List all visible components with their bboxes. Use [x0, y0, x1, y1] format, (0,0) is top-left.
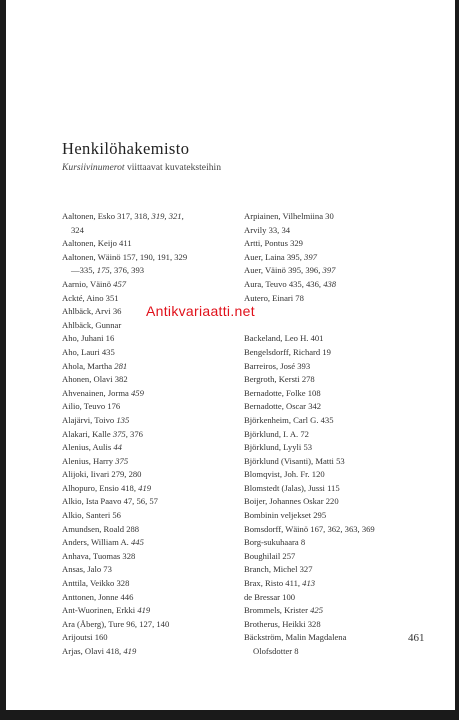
index-left-entry: Aaltonen, Esko 317, 318, 319, 321,	[62, 211, 184, 221]
index-left-entry: Ahlbäck, Arvi 36	[62, 306, 122, 317]
index-right-spacer	[244, 319, 444, 333]
index-left-entry: Ahola, Martha 281	[62, 360, 128, 371]
index-right-entry: Bernadotte, Folke 108	[244, 387, 321, 398]
index-left-entry: —335, 175, 376, 393	[71, 265, 145, 276]
index-left-entry: Ahonen, Olavi 382	[62, 374, 128, 385]
index-left-entry: Ant-Wuorinen, Erkki 419	[62, 605, 151, 616]
index-left-entry: 324	[71, 224, 84, 235]
index-right-entry: Brommels, Krister 425	[244, 605, 324, 616]
index-left-entry: Ansas, Jalo 73	[62, 564, 112, 575]
index-right-entry: Arpiainen, Vilhelmiina 30	[244, 211, 334, 221]
scan-edge-left	[0, 0, 6, 720]
index-left-entry: Ackté, Aino 351	[62, 292, 119, 303]
index-left-entry: Ahvenainen, Jorma 459	[62, 387, 144, 398]
index-right-entry: Bomsdorff, Wäinö 167, 362, 363, 369	[244, 523, 375, 534]
index-left-entry: Aarnio, Väinö 457	[62, 278, 127, 289]
index-left-entry: Aaltonen, Wäinö 157, 190, 191, 329	[62, 251, 188, 262]
index-right-entry: Björklund, I. A. 72	[244, 428, 309, 439]
index-right-entry: Brotherus, Heikki 328	[244, 618, 321, 629]
index-left-entry: Amundsen, Roald 288	[62, 523, 140, 534]
index-right-entry: Björklund (Visanti), Matti 53	[244, 455, 345, 466]
watermark-text: Antikvariaatti.net	[146, 303, 255, 319]
index-left-entry: Arijoutsi 160	[62, 632, 108, 643]
index-right-entry: Boughilail 257	[244, 550, 296, 561]
index-left-entry: Alenius, Aulis 44	[62, 442, 122, 453]
index-left-entry: Anttonen, Jonne 446	[62, 591, 134, 602]
index-left-entry: Ailio, Teuvo 176	[62, 401, 121, 412]
index-right-entry: de Bressar 100	[244, 591, 296, 602]
index-left-entry: Aho, Juhani 16	[62, 333, 115, 344]
index-column-right	[244, 210, 444, 659]
index-right-entry: Björkenheim, Carl G. 435	[244, 414, 334, 425]
index-right-entry: Bernadotte, Oscar 342	[244, 401, 322, 412]
index-left-entry: Anhava, Tuomas 328	[62, 550, 136, 561]
index-right-entry: Björklund, Lyyli 53	[244, 442, 313, 453]
page-title: Henkilöhakemisto	[62, 139, 190, 158]
index-left-entry: Alenius, Harry 375	[62, 455, 129, 466]
index-column-left	[62, 210, 242, 659]
index-right-entry: Blomqvist, Joh. Fr. 120	[244, 469, 325, 480]
scan-edge-bottom	[0, 710, 459, 720]
index-right-entry: Boijer, Johannes Oskar 220	[244, 496, 339, 507]
index-right-spacer	[244, 305, 444, 319]
index-left-entry: Arjas, Olavi 418, 419	[62, 646, 137, 656]
page-number: 461	[408, 632, 425, 644]
index-right-entry: Aura, Teuvo 435, 436, 438	[244, 278, 337, 289]
scan-edge-right	[455, 0, 459, 720]
page-subtitle	[62, 162, 221, 173]
index-right-entry: Bäckström, Malin Magdalena	[244, 632, 347, 643]
index-right-entry: Artti, Pontus 329	[244, 238, 303, 249]
index-left-entry: Aaltonen, Keijo 411	[62, 238, 132, 249]
index-right-entry: Olofsdotter 8	[253, 646, 299, 656]
index-right-entry: Auer, Laina 395, 397	[244, 251, 317, 262]
index-right-entry: Brax, Risto 411, 413	[244, 578, 316, 589]
index-right-entry: Blomstedt (Jalas), Jussi 115	[244, 482, 340, 493]
index-right-entry: Barreiros, José 393	[244, 360, 311, 371]
subtitle-italic: Kursiivinumerot	[62, 162, 125, 173]
index-right-entry: Autero, Einari 78	[244, 292, 304, 303]
index-right-entry: Branch, Michel 327	[244, 564, 313, 575]
index-left-entry: Alakari, Kalle 375, 376	[62, 428, 143, 439]
index-left-entry: Anders, William A. 445	[62, 537, 144, 548]
index-left-entry: Alajärvi, Toivo 135	[62, 414, 130, 425]
index-left-entry: Alhopuro, Ensio 418, 419	[62, 482, 152, 493]
index-right-entry: Bombinin veljekset 295	[244, 510, 327, 521]
index-left-entry: Alkio, Ista Paavo 47, 56, 57	[62, 496, 158, 507]
index-right-entry: Bergroth, Kersti 278	[244, 374, 315, 385]
index-left-entry: Ahlbäck, Gunnar	[62, 319, 122, 330]
subtitle-rest: viittaavat kuvateksteihin	[124, 162, 221, 173]
index-right-entry: Backeland, Leo H. 401	[244, 333, 324, 344]
index-left-entry: Ara (Åberg), Ture 96, 127, 140	[62, 618, 170, 629]
index-left-entry: Aho, Lauri 435	[62, 346, 115, 357]
index-right-entry: Borg-sukuhaara 8	[244, 537, 306, 548]
index-left-entry: Alijoki, Iivari 279, 280	[62, 469, 142, 480]
index-left-entry: Alkio, Santeri 56	[62, 510, 121, 521]
index-right-entry: Bengelsdorff, Richard 19	[244, 346, 331, 357]
index-right-entry: Arvily 33, 34	[244, 224, 291, 235]
index-left-entry: Anttila, Veikko 328	[62, 578, 130, 589]
index-right-entry: Auer, Väinö 395, 396, 397	[244, 265, 336, 276]
